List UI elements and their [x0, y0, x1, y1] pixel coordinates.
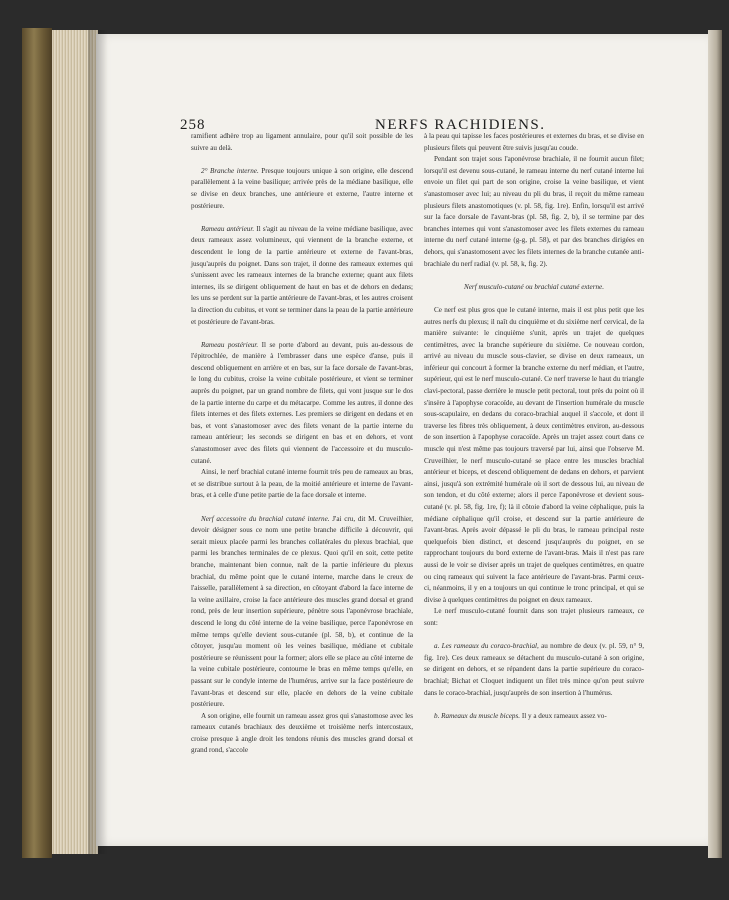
- gutter-shadow: [88, 30, 108, 854]
- paragraph-text: Il y a deux rameaux assez vo-: [520, 711, 607, 720]
- paragraph: [424, 305, 644, 606]
- paragraph-text: J'ai cru, dit M. Cruveilhier, devoir désigner sous ce nom une petite branche difficile à découvrir, qui serait mieux placée parmi les branches collatérales du plexus brachial, que parmi les branches terminales de ce plexus. Quoi qu'il en soit, cette petite branche, maintenant bien connue, naît de la partie inférieure du plexus brachial, du même point que le cutané interne, marche dans le creux de l'aisselle, parallèlement à sa direction, en côtoyant d'abord la face interne de la veine axillaire, croise la face antérieure des muscles grand dorsal et grand rond, près de leur insertion supérieure, pénètre sous l'aponévrose brachiale, descend le long du côté interne de la veine basilique, perce l'aponévrose en même temps qu'elle devient sous-cutanée (pl. 58, b), et continue de la côtoyer, jusqu'au moment où les veines basilique, médiane et cubitale postérieure se réunissent pour la former; alors elle se place au côté interne de la veine cubitale postérieure, contourne le bras en même temps qu'elle, en passant sur le condyle interne de l'humérus, arrive sur la face postérieure de l'avant-bras et descend sur elle, placée en dehors de la veine cubitale postérieure.: [191, 514, 413, 709]
- paragraph-text: Presque toujours unique à son origine, elle descend parallèlement à la veine basilique; arrivée près de la médiane basilique, elle se divise en deux branches, une antérieure et externe, l'autre interne et postérieure.: [191, 166, 413, 210]
- running-title: NERFS RACHIDIENS.: [375, 117, 546, 133]
- paragraph-label: 2° Branche interne.: [201, 166, 259, 175]
- paragraph-label: Nerf accessoire du brachial cutané interne.: [201, 514, 330, 523]
- paragraph-label: Rameau antérieur.: [201, 224, 255, 233]
- paragraph-label: Rameau postérieur.: [201, 340, 259, 349]
- section-heading: [424, 282, 644, 294]
- paragraph: [191, 166, 413, 212]
- page-number: 258: [180, 117, 206, 133]
- paragraph-text: Ainsi, le nerf brachial cutané interne fournit très peu de rameaux au bras, et se distribue surtout à la peau, de la moitié antérieure et interne de l'avant-bras, et à celle d'une petite partie de la face dorsale et interne.: [191, 468, 413, 500]
- paragraph: [191, 224, 413, 328]
- paragraph-text: Pendant son trajet sous l'aponévrose brachiale, il ne fournit aucun filet; lorsqu'il est devenu sous-cutané, le rameau interne du nerf cutané interne lui envoie un filet qui part de son origine, croise la veine basilique, et vient s'anastomoser avec lui; au niveau du pli du bras, il reçoit du même rameau plusieurs filets anastomotiques (v. pl. 58, fig. 1re). Enfin, lorsqu'il est arrivé sur la face dorsale de l'avant-bras (pl. 58, fig. 2, b), il se termine par des branches internes qui vont s'anastomoser avec les filets externes du rameau interne du nerf cutané interne (g-g, pl. 58), et par des branches dirigées en dehors, qui s'anastomosent avec les filets internes de la branche cutanée anti-brachiale du nerf radial (v. pl. 58, k, fig. 2).: [424, 155, 644, 268]
- right-text-column: [424, 131, 644, 722]
- paragraph: [191, 340, 413, 468]
- heading-text: Nerf musculo-cutané ou brachial cutané externe.: [464, 282, 604, 291]
- paragraph: [191, 711, 413, 757]
- paragraph: [191, 514, 413, 711]
- paragraph: [424, 641, 644, 699]
- paragraph-text: A son origine, elle fournit un rameau assez gros qui s'anastomose avec les rameaux cutanés brachiaux des deuxième et troisième nerfs intercostaux, croise presque à angle droit les tendons réunis des muscles grand dorsal et grand rond, s'accole: [191, 711, 413, 755]
- paragraph: [424, 131, 644, 154]
- paragraph: [424, 606, 644, 629]
- left-text-column: [191, 131, 413, 757]
- paragraph-text: Il se porte d'abord au devant, puis au-dessous de l'épitrochlée, de manière à l'embrasser dans une espèce d'anse, puis il descend obliquement en arrière et en bas, sur la face dorsale de l'avant-bras, le long du cubitus, croise la veine cubitale postérieure, et vient se terminer auprès du poignet, par un grand nombre de filets, qui vont jusque sur le dos de la partie interne du carpe et du métacarpe. Comme les autres, il donne des filets internes et des filets externes. Les premiers se dirigent en dedans et en bas, et vont s'anastomoser avec des filets venant de la partie interne du rameau antérieur; les seconds se dirigent en bas et en dehors, et vont s'anastomoser avec des filets qui viennent de l'accessoire et du musculo-cutané.: [191, 340, 414, 465]
- right-page-edge: [708, 30, 722, 858]
- paragraph: [191, 131, 413, 154]
- paragraph-label: a. Les rameaux du coraco-brachial,: [434, 642, 539, 651]
- paragraph-label: b. Rameaux du muscle biceps.: [434, 711, 521, 720]
- paragraph-text: au nombre de deux (v. pl. 59, n° 9, fig. 1re). Ces deux rameaux se détachent du musculo-cutané à son origine, se dirigent en dehors, et se répandent dans la partie supérieure du coraco-brachial; Bichat et Cloquet indiquent un filet très mince qu'on peut suivre dans le coraco-brachial, jusqu'auprès de son insertion à l'humérus.: [424, 642, 644, 697]
- book-cover-edge: [22, 28, 52, 858]
- paragraph-text: Ce nerf est plus gros que le cutané interne, mais il est plus petit que les autres nerfs du plexus; il naît du cinquième et du sixième nerf cervical, de la manière suivante: le cinquième s'unit, après un trajet de quelques centimètres, avec la branche supérieure du sixième. Ce nouveau cordon, arrivé au niveau du muscle sous-clavier, se divise en deux rameaux, un inférieur qui concourt à former la branche externe du nerf médian, et l'autre, supérieur, qui est le nerf musculo-cutané. Ce nerf traverse le haut du triangle clavi-pectoral, passe derrière le muscle petit pectoral, tout près du point où il s'insère à l'apophyse coracoïde, au devant de l'insertion humérale du muscle sous-scapulaire, en dedans du coraco-brachial auquel il s'accole, et dont il traverse les fibres très obliquement, à deux centimètres environ, au-dessous de son insertion à l'apophyse coracoïde. Après un trajet assez court dans ce muscle qui n'est même pas toujours traversé par lui, ainsi que l'observe M. Cruveilhier, le nerf musculo-cutané se place entre les muscles brachial antérieur et biceps, et descend obliquement de dedans en dehors, et parvient ainsi, jusqu'à son extrémité humérale où il sort de dessous lui, au niveau de son tendon, et du côté externe; alors il perce l'aponévrose et devient sous-cutané (v. pl. 58, fig. 1re, f); là il côtoie d'abord la veine céphalique, puis la médiane céphalique qu'il croise, et descend sur la partie antérieure de l'avant-bras. Après avoir dépassé le pli du bras, le rameau principal reste quelquefois bien distinct, et descend jusqu'auprès du poignet, en se rapprochant toujours du bord externe de l'avant-bras. Mais il n'est pas rare aussi de le voir se diviser après un trajet de quelques centimètres, en quatre ou cinq rameaux qui suivent la face antérieure de l'avant-bras. Parmi ceux-ci, néanmoins, il y en a toujours un qui continue le tronc principal, et qui se divise à quelques centimètres du poignet en deux rameaux.: [424, 305, 644, 604]
- paragraph: [191, 467, 413, 502]
- paragraph-text: ramifient adhère trop au ligament annulaire, pour qu'il soit possible de les suivre au delà.: [191, 132, 413, 152]
- paragraph-text: Il s'agit au niveau de la veine médiane basilique, avec deux rameaux assez volumineux, qui viennent de la branche externe, et descendent le long de la partie antérieure et externe de l'avant-bras, jusqu'auprès du poignet. Dans son trajet, il donne des rameaux externes qui s'unissent avec les rameaux internes de la branche externe; quant aux filets internes, ils se dirigent obliquement de haut en bas et de dehors en dedans; les uns se perdent sur la partie antérieure de l'avant-bras, et les autres croisent la direction du cubitus, et vont se terminer dans la peau de la partie antérieure et postérieure de l'avant-bras.: [191, 224, 413, 326]
- paragraph-text: Le nerf musculo-cutané fournit dans son trajet plusieurs rameaux, ce sont:: [424, 607, 644, 627]
- paragraph: [424, 154, 644, 270]
- paragraph-text: à la peau qui tapisse les faces postérieures et externes du bras, et se divise en plusieurs filets qui peuvent être suivis jusqu'au coude.: [424, 132, 644, 152]
- paragraph: [424, 711, 644, 723]
